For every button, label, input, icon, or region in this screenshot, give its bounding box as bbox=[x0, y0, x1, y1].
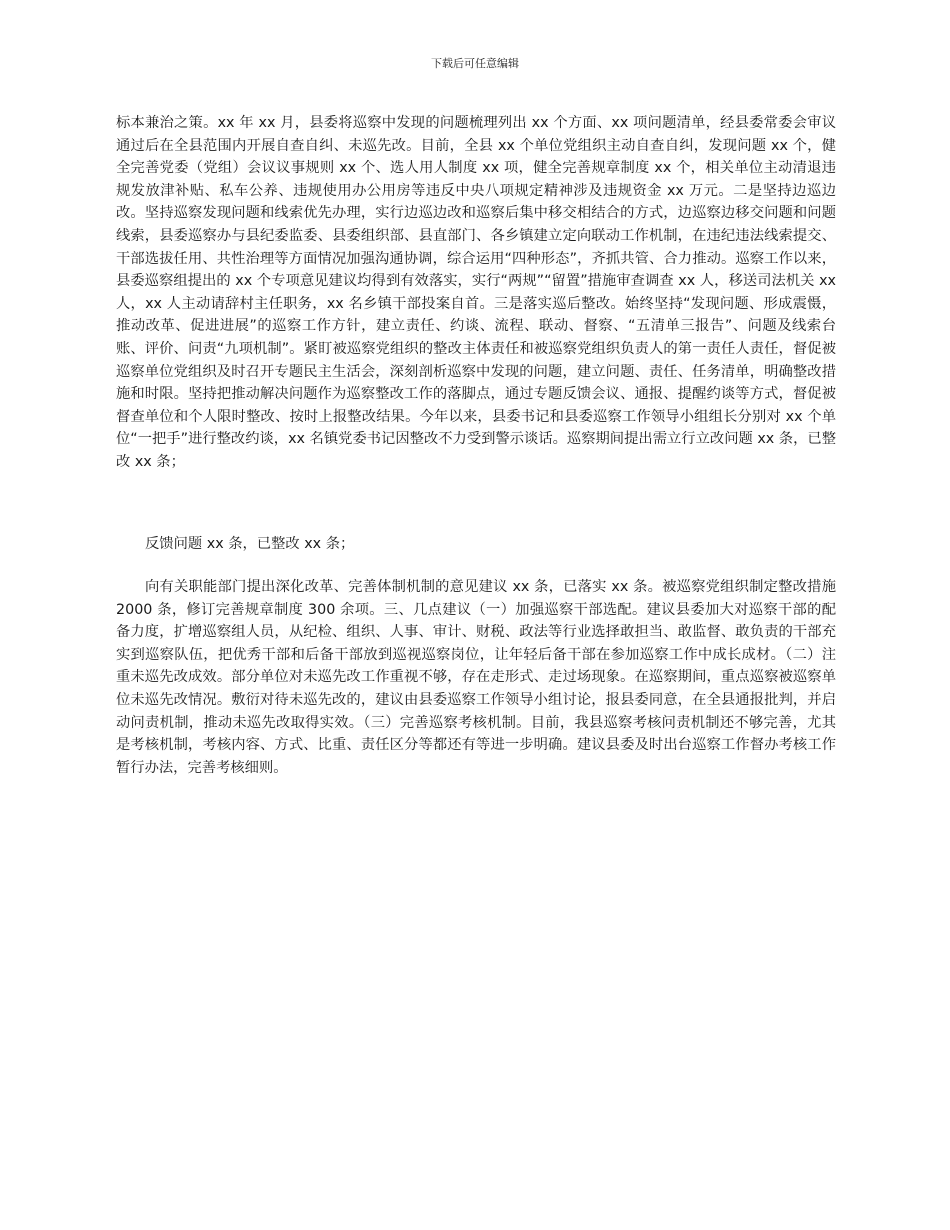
paragraph-1: 标本兼治之策。xx 年 xx 月，县委将巡察中发现的问题梳理列出 xx 个方面、xx 项问题清单，经县委常委会审议通过后在全县范围内开展自查自纠、未巡先改。目前，全县 xx 个单位党组织主动自查自纠，发现问题 xx 个，健全完善党委（党组）会议议事规则 xx 个、选人用人制度 xx 项，健全完善规章制度 xx 个，相关单位主动清退违规发放津补贴、私车公养、违规使用办公用房等违反中央八项规定精神涉及违规资金 xx 万元。二是坚持边巡边改。坚持巡察发现问题和线索优先办理，实行边巡边改和巡察后集中移交相结合的方式，边巡察边移交问题和问题线索，县委巡察办与县纪委监委、县委组织部、县直部门、各乡镇建立定向联动工作机制，在违纪违法线索提交、干部选拔任用、共性治理等方面情况加强沟通协调，综合运用“四种形态”，齐抓共管、合力推动。巡察工作以来，县委巡察组提出的 xx 个专项意见建议均得到有效落实，实行“两规”“留置”措施审查调查 xx 人，移送司法机关 xx 人，xx 人主动请辞村主任职务，xx 名乡镇干部投案自首。三是落实巡后整改。始终坚持“发现问题、形成震慑，推动改革、促进进展”的巡察工作方针，建立责任、约谈、流程、联动、督察、“五清单三报告”、问题及线索台账、评价、问责“九项机制”。紧盯被巡察党组织的整改主体责任和被巡察党组织负责人的第一责任人责任，督促被巡察单位党组织及时召开专题民主生活会，深刻剖析巡察中发现的问题，建立问题、责任、任务清单，明确整改措施和时限。坚持把推动解决问题作为巡察整改工作的落脚点，通过专题反馈会议、通报、提醒约谈等方式，督促被督查单位和个人限时整改、按时上报整改结果。今年以来，县委书记和县委巡察工作领导小组组长分别对 xx 个单位“一把手”进行整改约谈，xx 名镇党委书记因整改不力受到警示谈话。巡察期间提出需立行立改问题 xx 条，已整改 xx 条； bbox=[116, 115, 836, 470]
paragraph-2: 反馈问题 xx 条，已整改 xx 条； bbox=[145, 536, 355, 552]
paragraph-3: 向有关职能部门提出深化改革、完善体制机制的意见建议 xx 条，已落实 xx 条。被巡察党组织制定整改措施 2000 条，修订完善规章制度 300 余项。三、几点建议（一）加强巡察干部选配。建议县委加大对巡察干部的配备力度，扩增巡察组人员，从纪检、组织、人事、审计、财税、政法等行业选择敢担当、敢监督、敢负责的干部充实到巡察队伍，把优秀干部和后备干部放到巡视巡察岗位，让年轻后备干部在参加巡察工作中成长成材。（二）注重未巡先改成效。部分单位对未巡先改工作重视不够，存在走形式、走过场现象。在巡察期间，重点巡察被巡察单位未巡先改情况。敷衍对待未巡先改的，建议由县委巡察工作领导小组讨论，报县委同意，在全县通报批判，并启动问责机制，推动未巡先改取得实效。（三）完善巡察考核机制。目前，我县巡察考核问责机制还不够完善，尤其是考核机制，考核内容、方式、比重、责任区分等都还有等进一步明确。建议县委及时出台巡察工作督办考核工作暂行办法，完善考核细则。 bbox=[116, 579, 836, 776]
page-header: 下载后可任意编辑 bbox=[431, 57, 519, 70]
